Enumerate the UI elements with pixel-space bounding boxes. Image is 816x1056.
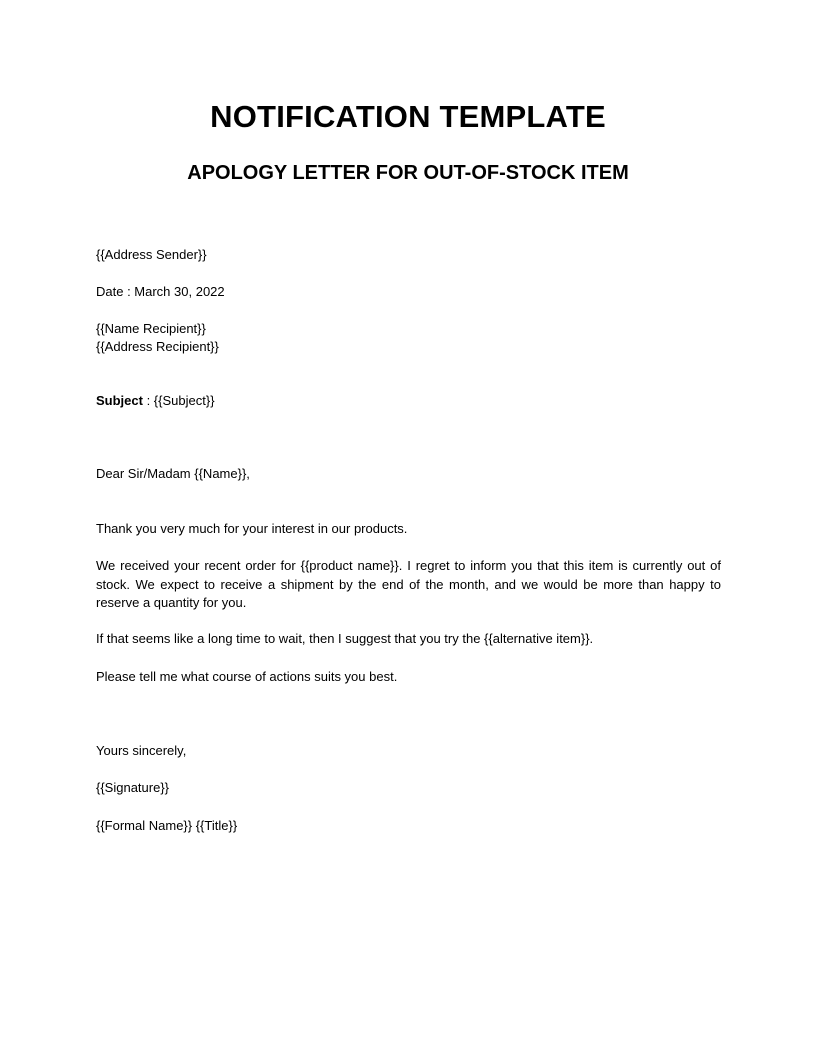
body-paragraph: We received your recent order for {{product name}}. I regret to inform you that this item is currently out of stock. We expect to receive a shipment by the end of the month, and we would be more than happy to reserve a quantity for you. xyxy=(96,558,721,610)
closing: Yours sincerely, xyxy=(96,743,187,758)
document-subtitle: APOLOGY LETTER FOR OUT-OF-STOCK ITEM xyxy=(187,162,629,184)
address-recipient: {{Address Recipient}} xyxy=(96,339,219,354)
date-line: Date : March 30, 2022 xyxy=(96,284,225,299)
subject-label: Subject xyxy=(96,393,143,408)
body-paragraph: Please tell me what course of actions suits you best. xyxy=(96,669,398,684)
signature: {{Signature}} xyxy=(96,780,170,795)
document-title: NOTIFICATION TEMPLATE xyxy=(210,99,606,134)
name-recipient: {{Name Recipient}} xyxy=(96,321,206,336)
formal-name: {{Formal Name}} {{Title}} xyxy=(96,818,238,833)
salutation: Dear Sir/Madam {{Name}}, xyxy=(96,466,250,481)
body-paragraph: Thank you very much for your interest in our products. xyxy=(96,521,408,536)
address-sender: {{Address Sender}} xyxy=(96,247,207,262)
subject-value: : {{Subject}} xyxy=(142,393,215,408)
body-paragraph: If that seems like a long time to wait, then I suggest that you try the {{alternative item}}. xyxy=(96,631,594,646)
subject-line xyxy=(96,392,215,410)
